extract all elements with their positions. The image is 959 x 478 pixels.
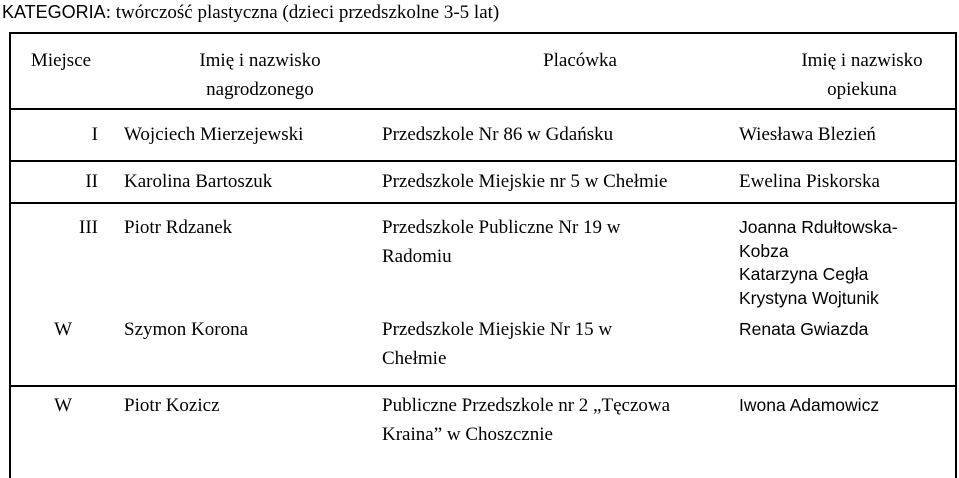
page-title	[2, 2, 499, 26]
row-separator	[9, 385, 957, 387]
header-caretaker: Imię i nazwisko opiekuna	[801, 50, 923, 100]
category-description: : twórczość plastyczna (dzieci przedszkolne 3-5 lat)	[105, 2, 500, 23]
row-caretaker: Joanna Rdułtowska- Kobza Katarzyna Cegła Krystyna Wojtunik	[739, 217, 898, 308]
header-winner-name: Imię i nazwisko nagrodzonego	[199, 50, 321, 100]
row-place: II	[85, 171, 98, 192]
header-institution: Placówka	[543, 50, 617, 71]
row-place: W	[54, 319, 72, 340]
row-institution: Przedszkole Miejskie nr 5 w Chełmie	[382, 171, 668, 192]
row-place: I	[91, 124, 98, 145]
row-separator	[9, 160, 957, 162]
row-institution: Przedszkole Miejskie Nr 15 w Chełmie	[382, 319, 613, 369]
row-winner-name: Piotr Rdzanek	[124, 217, 233, 238]
row-winner-name: Karolina Bartoszuk	[124, 171, 273, 192]
row-institution: Publiczne Przedszkole nr 2 „Tęczowa Kraina” w Choszcznie	[382, 395, 671, 445]
header-separator	[9, 108, 957, 110]
row-place: III	[79, 217, 98, 238]
row-institution: Przedszkole Nr 86 w Gdańsku	[382, 124, 614, 145]
header-place: Miejsce	[30, 50, 92, 71]
row-place: W	[54, 395, 72, 416]
category-label: KATEGORIA	[2, 2, 106, 22]
row-winner-name: Szymon Korona	[124, 319, 249, 340]
row-caretaker: Wiesława Blezień	[739, 124, 876, 145]
row-institution: Przedszkole Publiczne Nr 19 w Radomiu	[382, 217, 621, 267]
row-winner-name: Piotr Kozicz	[124, 395, 220, 416]
table-left-border	[9, 32, 11, 478]
row-separator	[9, 202, 957, 204]
row-caretaker: Iwona Adamowicz	[739, 395, 880, 415]
row-caretaker: Ewelina Piskorska	[739, 171, 880, 192]
table-top-border	[9, 32, 957, 34]
row-caretaker: Renata Gwiazda	[739, 319, 869, 339]
row-winner-name: Wojciech Mierzejewski	[124, 124, 304, 145]
